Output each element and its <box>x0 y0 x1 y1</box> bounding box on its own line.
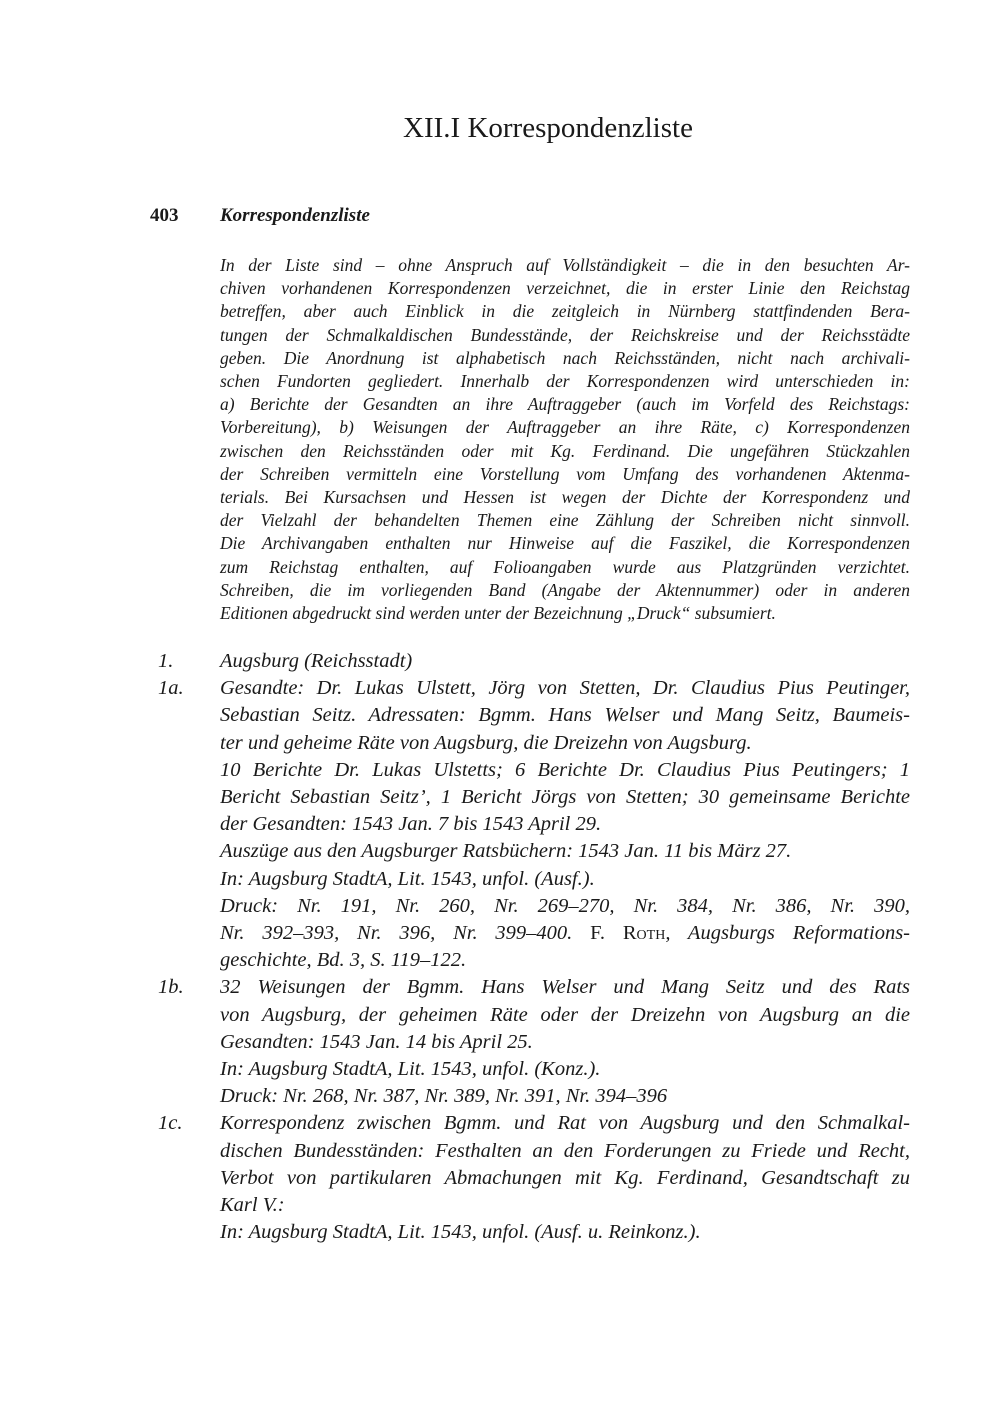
entry-number: 1. <box>158 650 174 672</box>
text-line: Nr. 392–393, Nr. 396, Nr. 399–400. F. Roth, Augsburgs Reformations- <box>220 922 910 945</box>
text-line: In: Augsburg StadtA, Lit. 1543, unfol. (Ausf. u. Reinkonz.). <box>220 1221 701 1244</box>
section-label: Korrespondenzliste <box>220 205 370 226</box>
correspondence-list <box>158 648 910 1246</box>
text-line: chiven vorhandenen Korrespondenzen verzeichnet, die in erster Linie den Reichstag <box>220 278 910 299</box>
text-line: Bericht Sebastian Seitz’, 1 Bericht Jörgs von Stetten; 30 gemeinsame Berichte <box>220 786 910 809</box>
text-line: terials. Bei Kursachsen und Hessen ist wegen der Dichte der Korrespondenz und <box>220 487 910 508</box>
text-line: Die Archivangaben enthalten nur Hinweise auf die Faszikel, die Korrespondenzen <box>220 533 910 554</box>
text-line: Editionen abgedruckt sind werden unter der Bezeichnung „Druck“ subsumiert. <box>220 603 776 624</box>
entry-number: 1c. <box>158 1112 183 1135</box>
section-number: 403 <box>150 205 179 226</box>
text-line: Augsburg (Reichsstadt) <box>220 650 413 672</box>
text-line: der Schreiben vermitteln eine Vorstellung vom Umfang des vorhandenen Aktenma- <box>220 463 910 484</box>
text-line: Sebastian Seitz. Adressaten: Bgmm. Hans Welser und Mang Seitz, Baumeis- <box>220 704 910 727</box>
text-line: schen Fundorten gegliedert. Innerhalb der Korrespondenzen wird unterschieden in: <box>220 371 910 392</box>
page-title: XII.I Korrespondenzliste <box>403 112 693 144</box>
text-line: Korrespondenz zwischen Bgmm. und Rat von Augsburg und den Schmalkal- <box>220 1112 910 1135</box>
text-line: In der Liste sind – ohne Anspruch auf Vollständigkeit – die in den besuchten Ar- <box>220 255 910 275</box>
intro-paragraph <box>220 254 910 625</box>
text-line: Verbot von partikularen Abmachungen mit Kg. Ferdinand, Gesandtschaft zu <box>220 1166 910 1189</box>
text-line: geben. Die Anordnung ist alphabetisch nach Reichsständen, nicht nach archivali- <box>220 347 910 368</box>
text-line: der Vielzahl der behandelten Themen eine Zählung der Schreiben nicht sinnvoll. <box>220 510 910 531</box>
text-line: Druck: Nr. 268, Nr. 387, Nr. 389, Nr. 391, Nr. 394–396 <box>220 1085 668 1108</box>
text-line: zum Reichstag enthalten, auf Folioangaben wurde aus Platzgründen verzichtet. <box>220 556 910 577</box>
text-line: dischen Bundesständen: Festhalten an den Forderungen zu Friede und Recht, <box>220 1139 910 1162</box>
text-line: Druck: Nr. 191, Nr. 260, Nr. 269–270, Nr. 384, Nr. 386, Nr. 390, <box>220 894 910 917</box>
text-line: Auszüge aus den Augsburger Ratsbüchern: 1543 Jan. 11 bis März 27. <box>220 840 792 863</box>
text-line: 10 Berichte Dr. Lukas Ulstetts; 6 Berichte Dr. Claudius Pius Peutingers; 1 <box>220 758 910 781</box>
text-line: zwischen den Reichsständen oder mit Kg. Ferdinand. Die ungefähren Stückzahlen <box>220 440 910 461</box>
section-heading <box>150 205 370 227</box>
text-line: geschichte, Bd. 3, S. 119–122. <box>220 949 467 972</box>
entry-number: 1b. <box>158 976 184 999</box>
text-line: 32 Weisungen der Bgmm. Hans Welser und Mang Seitz und des Rats <box>220 976 910 999</box>
list-item <box>158 1110 910 1246</box>
text-line: Gesandten: 1543 Jan. 14 bis April 25. <box>220 1030 533 1053</box>
entry-number: 1a. <box>158 677 184 700</box>
text-line: Schreiben, die im vorliegenden Band (Angabe der Aktennummer) oder in anderen <box>220 579 910 600</box>
text-line: ter und geheime Räte von Augsburg, die Dreizehn von Augsburg. <box>220 731 752 754</box>
author-name: F. Roth <box>590 922 666 945</box>
text-line: von Augsburg, der geheimen Räte oder der Dreizehn von Augsburg an die <box>220 1003 910 1026</box>
text-line: Vorbereitung), b) Weisungen der Auftraggeber an ihre Räte, c) Korrespondenzen <box>220 417 910 438</box>
list-item <box>158 974 910 1110</box>
text-line: Karl V.: <box>220 1194 285 1217</box>
text-line: Gesandte: Dr. Lukas Ulstett, Jörg von Stetten, Dr. Claudius Pius Peutinger, <box>220 677 910 700</box>
text-line: betreffen, aber auch Einblick in die zeitgleich in Nürnberg stattfindenden Bera- <box>220 301 910 322</box>
list-item <box>158 648 910 675</box>
text-line: In: Augsburg StadtA, Lit. 1543, unfol. (Konz.). <box>220 1058 601 1081</box>
text-line: tungen der Schmalkaldischen Bundesstände, der Reichskreise und der Reichsstädte <box>220 324 910 345</box>
text-line: der Gesandten: 1543 Jan. 7 bis 1543 April 29. <box>220 813 602 836</box>
text-line: In: Augsburg StadtA, Lit. 1543, unfol. (Ausf.). <box>220 867 595 890</box>
list-item <box>158 675 910 974</box>
text-line: a) Berichte der Gesandten an ihre Auftraggeber (auch im Vorfeld des Reichstags: <box>220 394 910 415</box>
